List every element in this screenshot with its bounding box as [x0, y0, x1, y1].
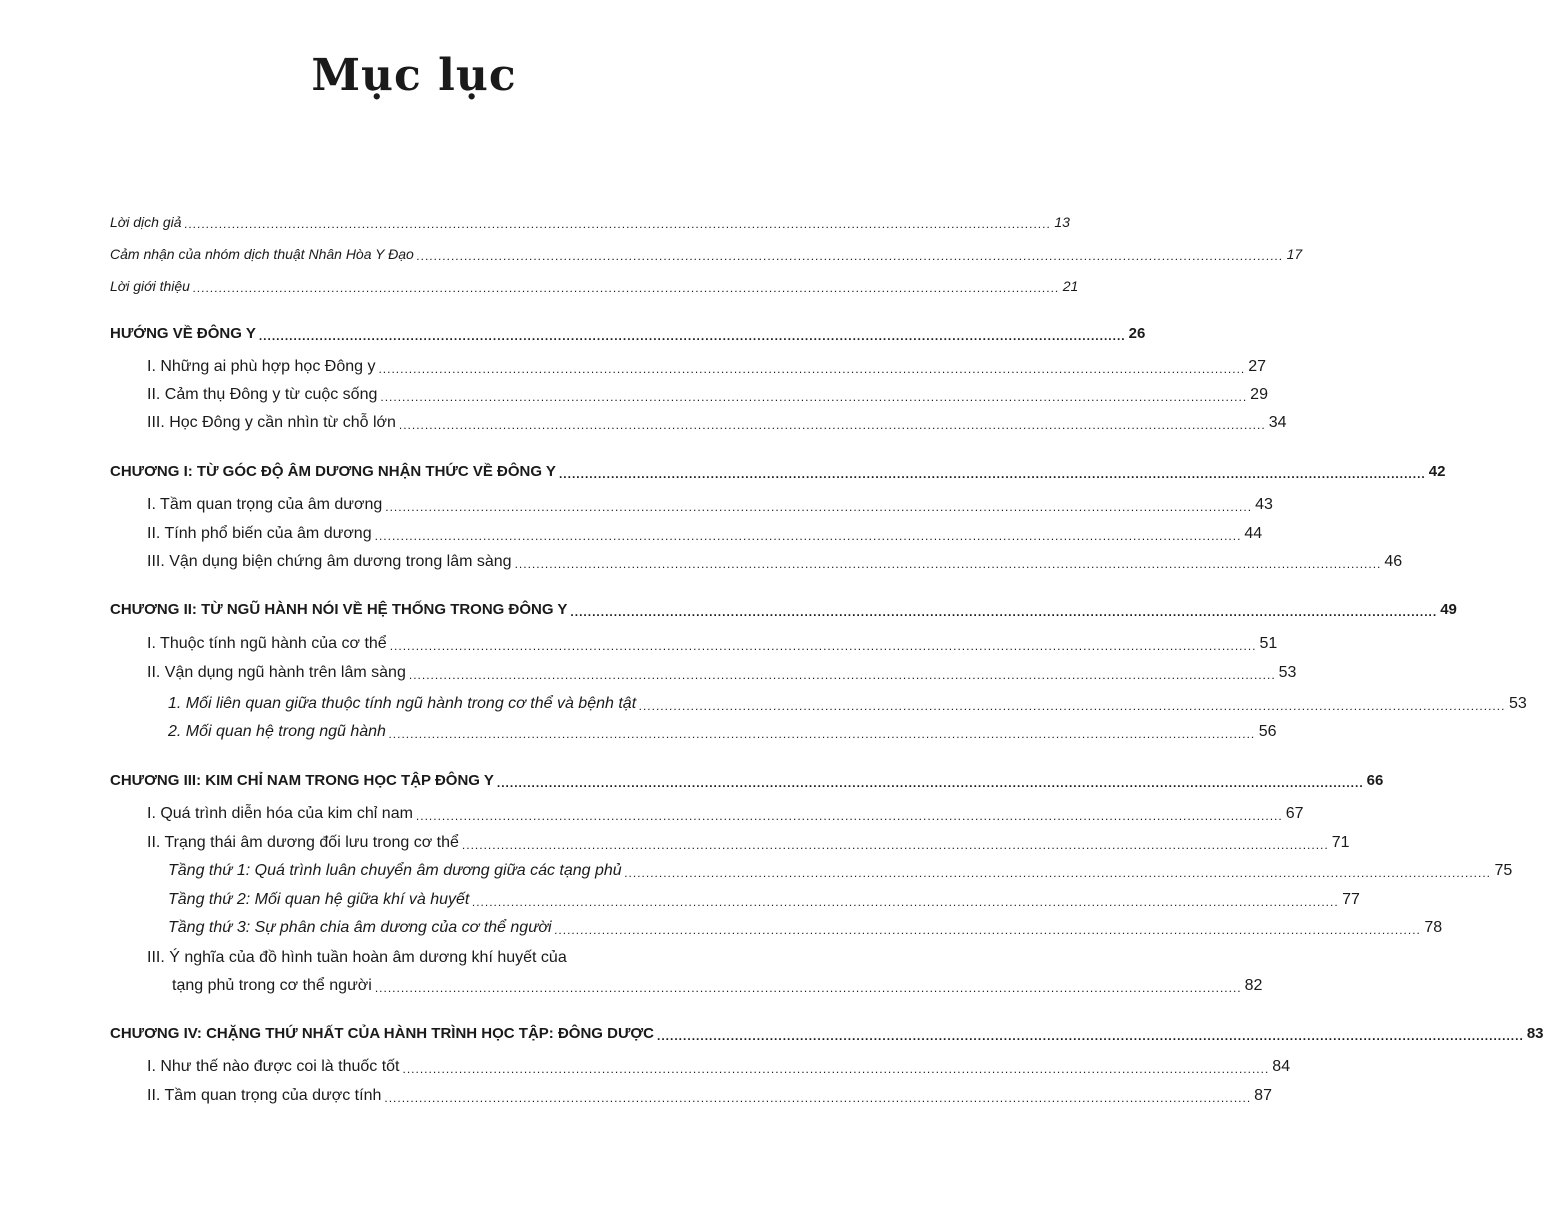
toc-label: II. Tầm quan trọng của dược tính: [147, 1087, 382, 1104]
toc-label: I. Những ai phù hợp học Đông y: [147, 358, 376, 375]
toc-entry-translation-team[interactable]: [110, 244, 1303, 264]
toc-label: I. Quá trình diễn hóa của kim chỉ nam: [147, 805, 413, 822]
leader-dots: ........................................................................................................................................................................................................: [624, 866, 1492, 880]
toc-chapter-1[interactable]: [110, 462, 1446, 482]
leader-dots: ........................................................................................................................................................................................................: [472, 895, 1340, 909]
toc-label: CHƯƠNG IV: CHẶNG THỨ NHẤT CỦA HÀNH TRÌNH HỌC TẬP: ĐÔNG DƯỢC: [110, 1025, 655, 1042]
toc-page-number: 77: [1342, 891, 1360, 908]
toc-page-number: 46: [1384, 553, 1403, 570]
toc-section[interactable]: [147, 804, 1304, 824]
leader-dots: ........................................................................................................................................................................................................: [374, 981, 1242, 995]
toc-page-number: 71: [1331, 834, 1350, 851]
toc-page-number: 34: [1268, 414, 1287, 431]
toc-section[interactable]: [147, 357, 1267, 377]
toc-label: I. Tầm quan trọng của âm dương: [147, 496, 383, 513]
toc-entry-translator-note[interactable]: [110, 212, 1070, 232]
toc-subsection[interactable]: [168, 722, 1277, 742]
toc-section[interactable]: [147, 385, 1268, 405]
toc-chapter-4[interactable]: [110, 1024, 1544, 1044]
toc-label: II. Cảm thụ Đông y từ cuộc sống: [147, 386, 378, 403]
toc-page-number: 42: [1428, 463, 1446, 480]
toc-section[interactable]: [147, 524, 1263, 544]
toc-subsection[interactable]: [168, 861, 1513, 881]
toc-label: CHƯƠNG II: TỪ NGŨ HÀNH NÓI VỀ HỆ THỐNG TRONG ĐÔNG Y: [110, 601, 568, 618]
toc-subsection[interactable]: [168, 694, 1527, 714]
toc-section[interactable]: [147, 634, 1278, 654]
toc-page-number: 82: [1244, 977, 1263, 994]
toc-label: III. Vận dụng biện chứng âm dương trong lâm sàng: [147, 553, 512, 570]
toc-label: Lời giới thiệu: [110, 278, 190, 294]
toc-page-number: 21: [1062, 278, 1079, 294]
leader-dots: ........................................................................................................................................................................................................: [639, 699, 1506, 713]
toc-label: 2. Mối quan hệ trong ngũ hành: [168, 723, 386, 740]
toc-page-number: 26: [1128, 325, 1146, 342]
toc-label: CHƯƠNG I: TỪ GÓC ĐỘ ÂM DƯƠNG NHẬN THỨC VỀ ĐÔNG Y: [110, 463, 556, 480]
toc-label: Tầng thứ 3: Sự phân chia âm dương của cơ thể người: [168, 919, 552, 936]
leader-dots: ........................................................................................................................................................................................................: [558, 467, 1426, 481]
leader-dots: ........................................................................................................................................................................................................: [402, 1062, 1270, 1076]
toc-page-number: 67: [1285, 805, 1304, 822]
toc-page-number: 51: [1259, 635, 1278, 652]
toc-section-first-line[interactable]: III. Ý nghĩa của đồ hình tuần hoàn âm dương khí huyết của: [147, 949, 567, 966]
toc-section[interactable]: [147, 833, 1350, 853]
leader-dots: ........................................................................................................................................................................................................: [398, 418, 1266, 432]
leader-dots: ........................................................................................................................................................................................................: [657, 1029, 1524, 1043]
toc-label: Tầng thứ 1: Quá trình luân chuyển âm dương giữa các tạng phủ: [168, 862, 622, 879]
toc-label: II. Tính phổ biến của âm dương: [147, 525, 372, 542]
toc-page-number: 83: [1526, 1025, 1544, 1042]
toc-label: Lời dịch giả: [110, 214, 182, 230]
leader-dots: ........................................................................................................................................................................................................: [380, 390, 1248, 404]
toc-label: 1. Mối liên quan giữa thuộc tính ngũ hành trong cơ thể và bệnh tật: [168, 695, 637, 712]
toc-page-number: 17: [1286, 246, 1303, 262]
leader-dots: ........................................................................................................................................................................................................: [258, 329, 1126, 343]
leader-dots: ........................................................................................................................................................................................................: [378, 362, 1246, 376]
toc-subsection[interactable]: [168, 890, 1360, 910]
toc-page-number: 56: [1258, 723, 1277, 740]
toc-chapter-intro[interactable]: [110, 324, 1146, 344]
toc-label: Cảm nhận của nhóm dịch thuật Nhân Hòa Y Đạo: [110, 246, 414, 262]
toc-section-continuation[interactable]: [172, 976, 1263, 996]
toc-section[interactable]: [147, 663, 1297, 683]
leader-dots: ........................................................................................................................................................................................................: [570, 605, 1438, 619]
leader-dots: ........................................................................................................................................................................................................: [461, 838, 1329, 852]
toc-entry-introduction[interactable]: [110, 276, 1079, 296]
toc-page-number: 78: [1424, 919, 1443, 936]
toc-section[interactable]: [147, 1057, 1291, 1077]
toc-page-number: 87: [1254, 1087, 1272, 1104]
toc-page-number: 44: [1244, 525, 1263, 542]
leader-dots: ........................................................................................................................................................................................................: [192, 281, 1060, 295]
toc-label: I. Thuộc tính ngũ hành của cơ thể: [147, 635, 387, 652]
leader-dots: ........................................................................................................................................................................................................: [514, 557, 1382, 571]
toc-label: I. Như thế nào được coi là thuốc tốt: [147, 1058, 400, 1075]
leader-dots: ........................................................................................................................................................................................................: [385, 500, 1253, 514]
leader-dots: ........................................................................................................................................................................................................: [184, 217, 1052, 231]
toc-subsection[interactable]: [168, 918, 1443, 938]
leader-dots: ........................................................................................................................................................................................................: [384, 1091, 1252, 1105]
toc-page-number: 43: [1255, 496, 1273, 513]
toc-section[interactable]: [147, 1086, 1272, 1106]
toc-label: CHƯƠNG III: KIM CHỈ NAM TRONG HỌC TẬP ĐÔNG Y: [110, 772, 494, 789]
toc-label: tạng phủ trong cơ thể người: [172, 977, 372, 994]
toc-section[interactable]: [147, 495, 1273, 515]
toc-label: II. Trạng thái âm dương đối lưu trong cơ thể: [147, 834, 459, 851]
toc-label: Tầng thứ 2: Mối quan hệ giữa khí và huyết: [168, 891, 470, 908]
toc-page-number: 75: [1494, 862, 1513, 879]
toc-page-number: 27: [1248, 358, 1267, 375]
toc-label: III. Học Đông y cần nhìn từ chỗ lớn: [147, 414, 396, 431]
leader-dots: ........................................................................................................................................................................................................: [554, 923, 1422, 937]
toc-label: HƯỚNG VỀ ĐÔNG Y: [110, 325, 256, 342]
leader-dots: ........................................................................................................................................................................................................: [388, 727, 1256, 741]
toc-page-number: 66: [1366, 772, 1384, 789]
leader-dots: ........................................................................................................................................................................................................: [389, 639, 1257, 653]
toc-label: II. Vận dụng ngũ hành trên lâm sàng: [147, 664, 406, 681]
page-title: Mục lục: [311, 50, 517, 101]
leader-dots: ........................................................................................................................................................................................................: [416, 249, 1284, 263]
leader-dots: ........................................................................................................................................................................................................: [408, 668, 1276, 682]
toc-page-number: 53: [1278, 664, 1297, 681]
toc-chapter-2[interactable]: [110, 600, 1457, 620]
toc-page-number: 13: [1054, 214, 1070, 230]
leader-dots: ........................................................................................................................................................................................................: [415, 809, 1283, 823]
leader-dots: ........................................................................................................................................................................................................: [374, 529, 1242, 543]
toc-section[interactable]: [147, 552, 1403, 572]
toc-chapter-3[interactable]: [110, 771, 1384, 791]
toc-section[interactable]: [147, 413, 1287, 433]
toc-page-number: 49: [1440, 601, 1457, 618]
leader-dots: ........................................................................................................................................................................................................: [496, 776, 1364, 790]
toc-page-number: 29: [1250, 386, 1268, 403]
toc-page-number: 53: [1508, 695, 1527, 712]
toc-page-number: 84: [1272, 1058, 1291, 1075]
